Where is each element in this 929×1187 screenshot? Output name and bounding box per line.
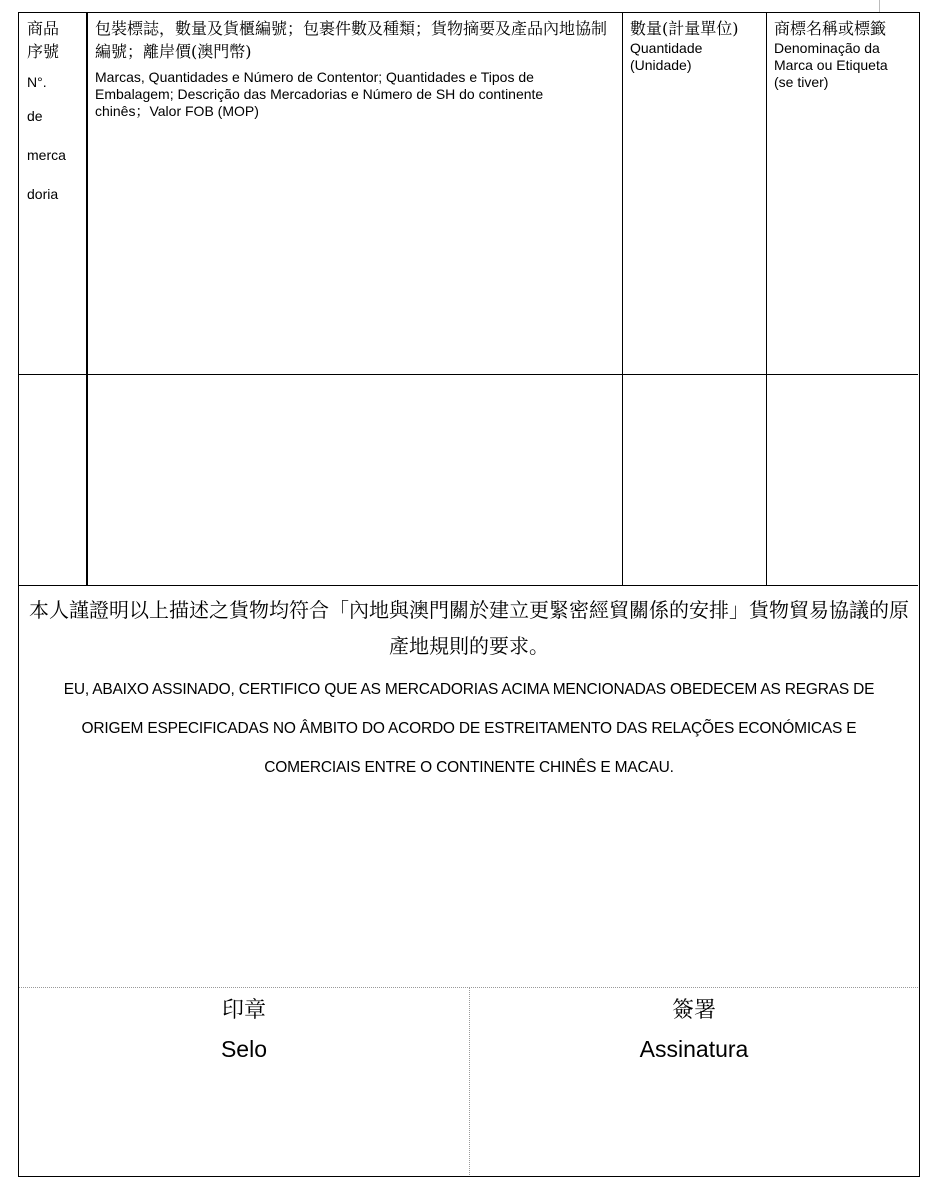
row-divider-goods	[19, 585, 918, 586]
certificate-form	[18, 12, 920, 1177]
signature-label-zh: 簽署	[671, 998, 716, 1023]
seal-label-zh: 印章	[221, 998, 266, 1023]
seal-box[interactable]	[19, 996, 469, 1064]
signature-box[interactable]	[470, 996, 918, 1064]
desc-label-zh: 包裝標誌，數量及貨櫃編號；包裹件數及種類；貨物摘要及產品內地協制編號；離岸價(澳門幣)	[95, 19, 608, 61]
header-cell-seq	[27, 17, 83, 214]
seq-label-pt-4: doria	[27, 186, 59, 202]
seq-label-zh: 商品序號	[27, 19, 60, 61]
goods-cell-seq[interactable]	[19, 375, 86, 585]
seq-label-pt-3: merca	[27, 147, 66, 163]
brand-label-pt: Denominação da Marca ou Etiqueta (se tiver)	[774, 40, 888, 90]
goods-cell-brand[interactable]	[767, 375, 918, 585]
seal-label-pt: Selo	[220, 1036, 268, 1062]
goods-cell-qty[interactable]	[623, 375, 766, 585]
signature-label-pt: Assinatura	[639, 1036, 749, 1062]
header-cell-desc	[95, 17, 617, 120]
declaration-block	[27, 592, 911, 787]
page-corner-mark	[879, 0, 880, 12]
goods-cell-desc[interactable]	[88, 375, 622, 585]
qty-label-zh: 數量(計量單位)	[630, 19, 739, 38]
seq-label-pt-1: N°.	[27, 74, 47, 90]
qty-label-pt: Quantidade (Unidade)	[630, 40, 703, 73]
header-cell-qty	[630, 17, 764, 74]
desc-label-pt: Marcas, Quantidades e Número de Contentor; Quantidades e Tipos de Embalagem; Descrição das Mercadorias e Número de SH do continente chinês；Valor FOB (MOP)	[95, 69, 544, 119]
declaration-zh: 本人謹證明以上描述之貨物均符合「內地與澳門關於建立更緊密經貿關係的安排」貨物貿易協議的原產地規則的要求。	[29, 598, 909, 658]
brand-label-zh: 商標名稱或標籤	[774, 19, 887, 38]
header-cell-brand	[774, 17, 914, 91]
seq-label-pt-2: de	[27, 108, 43, 124]
declaration-pt: EU, ABAIXO ASSINADO, CERTIFICO QUE AS MERCADORIAS ACIMA MENCIONADAS OBEDECEM AS REGRAS DE ORIGEM ESPECIFICADAS NO ÂMBITO DO ACORDO DE ESTREITAMENTO DAS RELAÇÕES ECONÓMICAS E COMERCIAIS ENTRE O CONTINENTE CHINÊS E MACAU.	[63, 681, 875, 776]
